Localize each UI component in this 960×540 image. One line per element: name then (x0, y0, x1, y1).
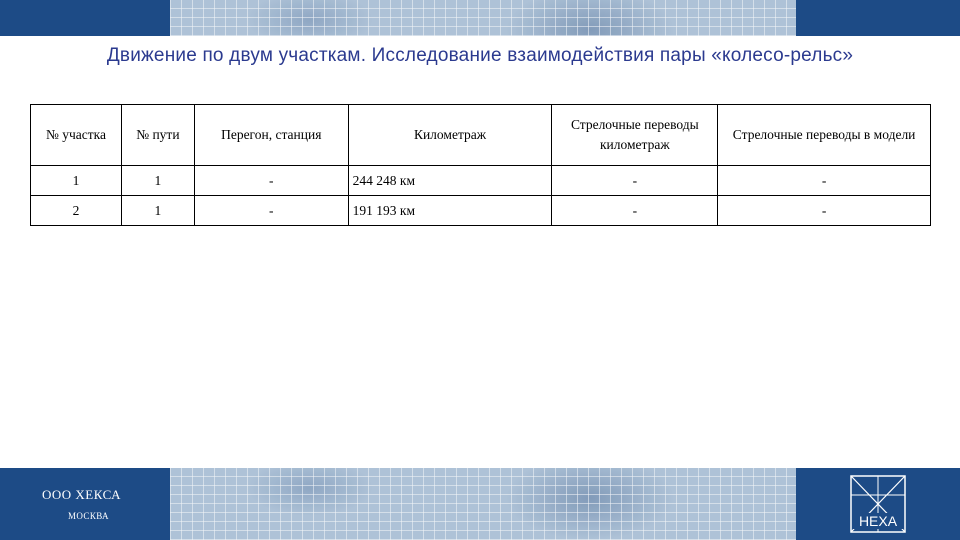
table-cell: - (718, 166, 931, 196)
table-row (31, 196, 931, 226)
sections-table (30, 104, 931, 226)
table-cell: 1 (31, 166, 122, 196)
footer-mesh-image (170, 468, 796, 540)
hexa-logo-icon (850, 475, 906, 533)
table-cell: - (194, 166, 348, 196)
header-band (0, 0, 960, 36)
column-header: № участка (31, 105, 122, 166)
table-cell: - (552, 196, 718, 226)
column-header: Перегон, станция (194, 105, 348, 166)
header-mesh-image (170, 0, 796, 36)
table-header-row (31, 105, 931, 166)
slide-title: Движение по двум участкам. Исследование взаимодействия пары «колесо-рельс» (106, 45, 854, 66)
column-header: Километраж (348, 105, 552, 166)
column-header: № пути (121, 105, 194, 166)
footer-band (0, 468, 960, 540)
company-city: МОСКВА (68, 511, 109, 521)
column-header: Стрелочные переводы километраж (552, 105, 718, 166)
table-cell: 191 193 км (348, 196, 552, 226)
table-cell: - (194, 196, 348, 226)
table-cell: - (718, 196, 931, 226)
table-cell: 2 (31, 196, 122, 226)
table-cell: - (552, 166, 718, 196)
column-header: Стрелочные переводы в модели (718, 105, 931, 166)
table-cell: 1 (121, 196, 194, 226)
logo-text: HEXA (858, 513, 898, 529)
company-name: ООО ХЕКСА (42, 487, 122, 502)
table-cell: 1 (121, 166, 194, 196)
table-row (31, 166, 931, 196)
table-cell: 244 248 км (348, 166, 552, 196)
